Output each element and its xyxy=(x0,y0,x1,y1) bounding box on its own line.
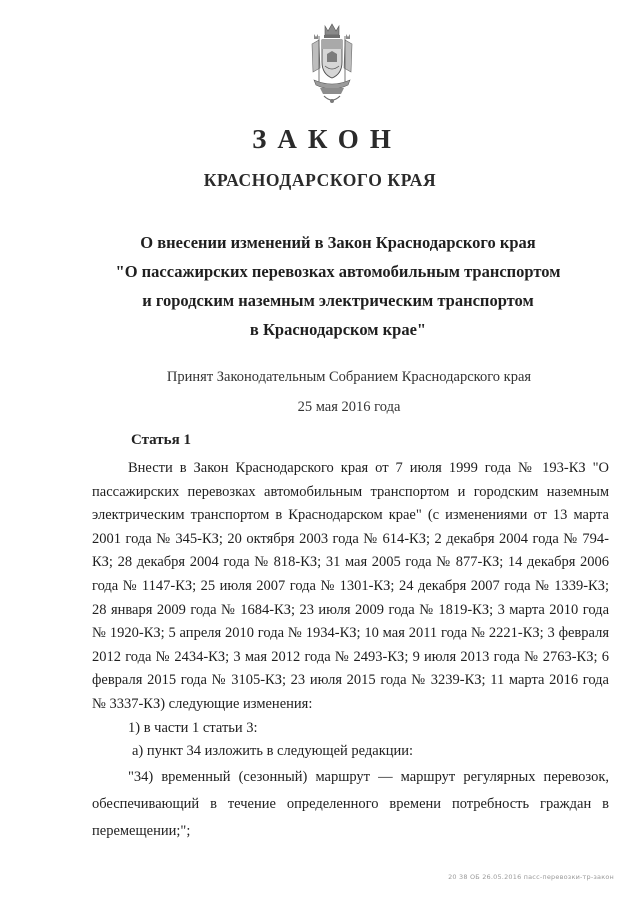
article-paragraph: а) пункт 34 изложить в следующей редакции: xyxy=(132,743,414,760)
article-paragraph: Внести в Закон Краснодарского края от 7 июля 1999 года № 193-КЗ "О пассажирских перевозках автомобильным транспортом и городским наземным электрическим транспортом в Краснодарском крае" (с изменениями от 13 марта 2001 года № 345-КЗ; 20 октября 2003 года № 614-КЗ; 2 декабря 2004 года № 794-КЗ; 28 декабря 2004 года № 818-КЗ; 31 мая 2005 года № 877-КЗ; 14 декабря 2006 года № 1147-КЗ; 25 июля 2007 года № 1301-КЗ; 24 декабря 2007 года № 1339-КЗ; 28 января 2009 года № 1684-КЗ; 23 июля 2009 года № 1819-КЗ; 3 марта 2010 года № 1920-КЗ; 5 апреля 2010 года № 1934-КЗ; 10 мая 2011 года № 2221-КЗ; 3 февраля 2012 года № 2434-КЗ; 3 мая 2012 года № 2493-КЗ; 9 июля 2013 года № 2763-КЗ; 6 февраля 2015 года № 3105-КЗ; 23 июля 2015 года № 3239-КЗ; 11 марта 2016 года № 3337-КЗ) следующие изменения: xyxy=(92,460,609,712)
title-line: и городским наземным электрическим транспортом xyxy=(142,291,534,310)
article-paragraph: 1) в части 1 статьи 3: xyxy=(128,719,258,736)
adoption-note xyxy=(0,362,640,422)
law-title xyxy=(0,228,640,344)
adoption-body: Принят Законодательным Собранием Краснодарского края xyxy=(166,369,532,385)
region-heading: КРАСНОДАРСКОГО КРАЯ xyxy=(203,170,437,190)
adoption-date: 25 мая 2016 года xyxy=(297,399,401,415)
title-line: в Краснодарском крае" xyxy=(249,320,427,339)
article-paragraph: "34) временный (сезонный) маршрут — маршрут регулярных перевозок, обеспечивающий в течение определенного времени потребность граждан в перемещении;"; xyxy=(92,768,609,839)
title-line: "О пассажирских перевозках автомобильным транспортом xyxy=(115,262,561,281)
article-heading: Статья 1 xyxy=(131,432,191,448)
title-line: О внесении изменений в Закон Краснодарского края xyxy=(140,233,536,252)
document-footer-mark: 20 38 ОБ 26.05.2016 пасс-перевозки-тр-закон xyxy=(448,873,614,881)
krasnodar-coat-of-arms-icon xyxy=(308,22,356,106)
law-heading: ЗАКОН xyxy=(252,124,402,154)
article-body xyxy=(92,457,609,845)
